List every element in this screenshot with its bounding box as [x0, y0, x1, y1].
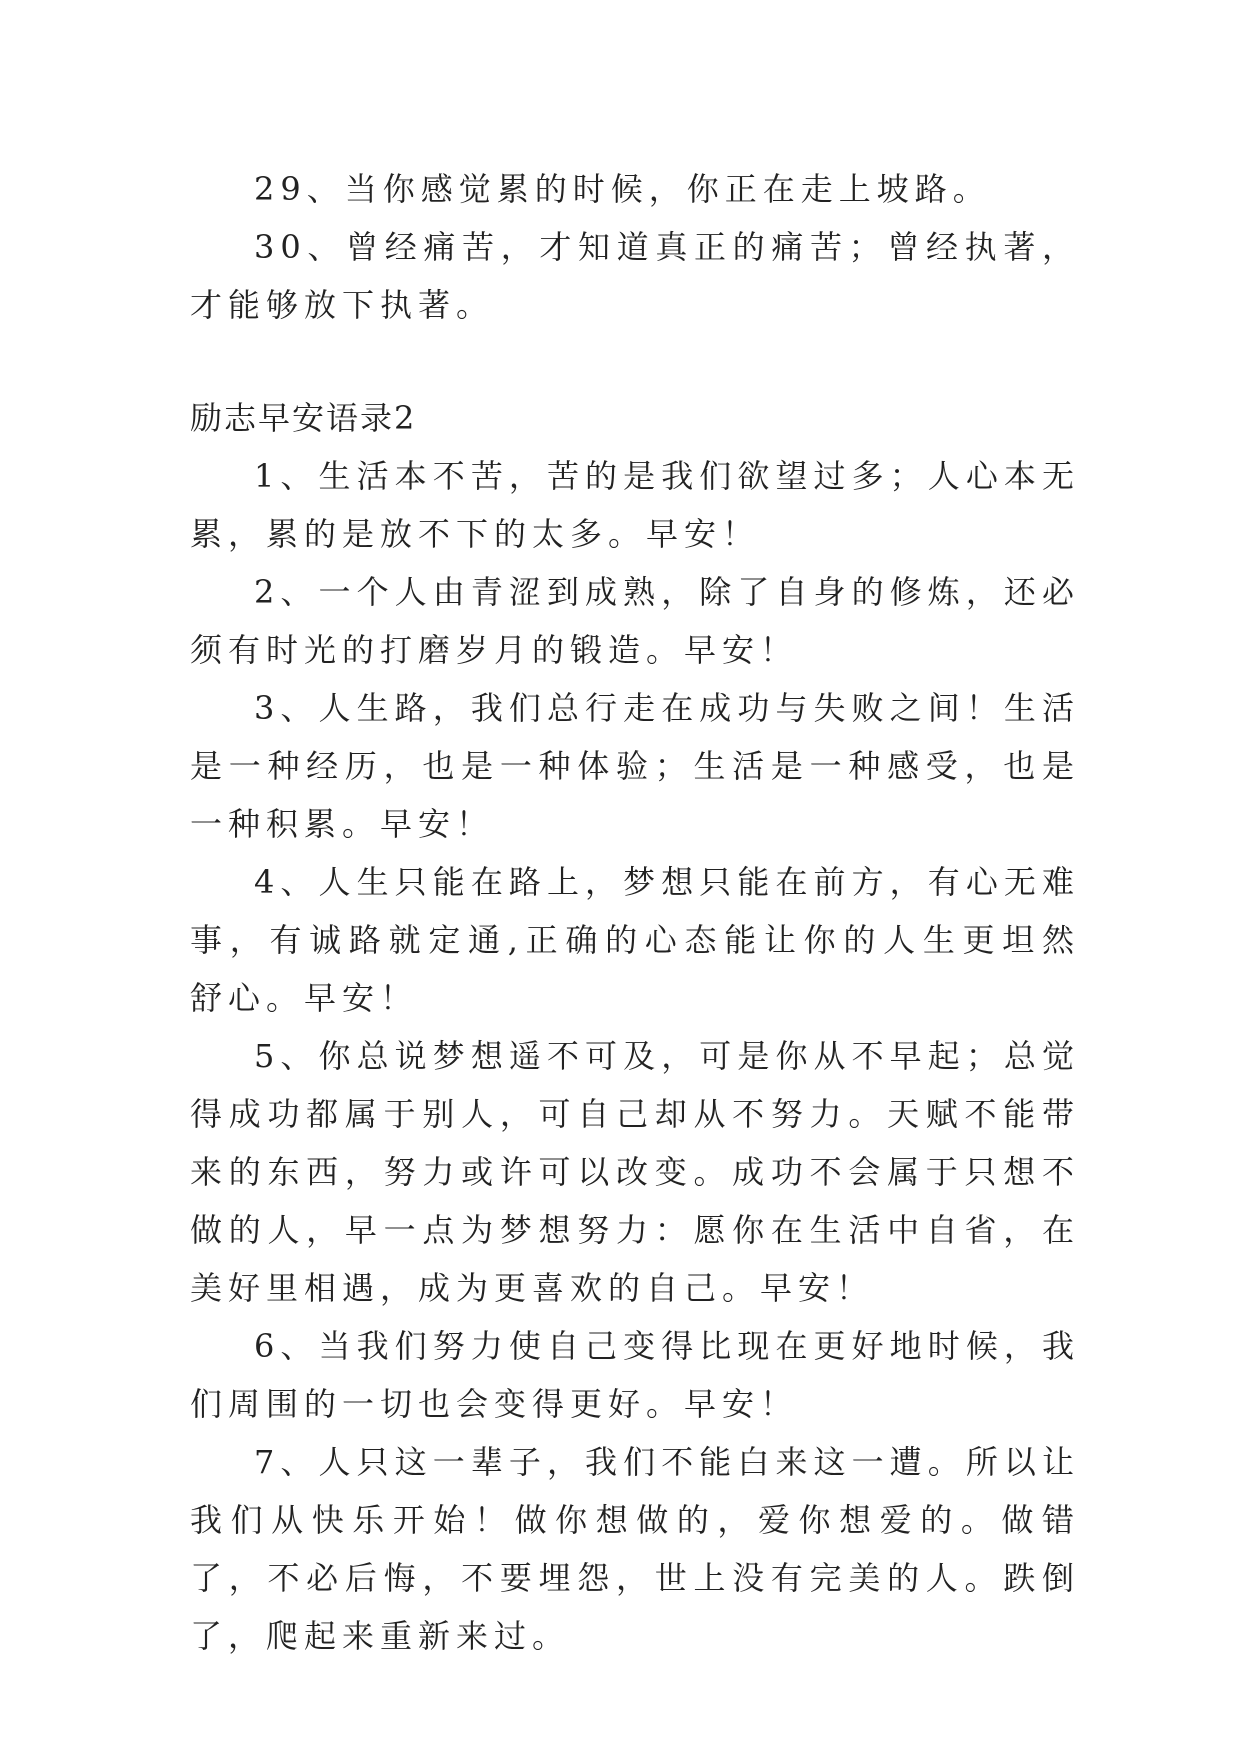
list-item: 3、人生路，我们总行走在成功与失败之间！生活是一种经历，也是一种体验；生活是一种感受，也是一种积累。早安！	[190, 689, 1080, 843]
list-item: 7、人只这一辈子，我们不能白来这一遭。所以让我们从快乐开始！做你想做的，爱你想爱的。做错了，不必后悔，不要埋怨，世上没有完美的人。跌倒了，爬起来重新来过。	[190, 1443, 1080, 1655]
section-title: 励志早安语录2	[190, 399, 417, 437]
document-body	[190, 160, 1080, 1665]
list-item: 6、当我们努力使自己变得比现在更好地时候，我们周围的一切也会变得更好。早安！	[190, 1327, 1080, 1423]
list-item: 30、曾经痛苦，才知道真正的痛苦；曾经执著，才能够放下执著。	[190, 228, 1080, 324]
list-item: 1、生活本不苦，苦的是我们欲望过多；人心本无累，累的是放不下的太多。早安！	[190, 457, 1080, 553]
list-item: 4、人生只能在路上，梦想只能在前方，有心无难事，有诚路就定通,正确的心态能让你的人生更坦然舒心。早安！	[190, 863, 1080, 1017]
list-item: 5、你总说梦想遥不可及，可是你从不早起；总觉得成功都属于别人，可自己却从不努力。天赋不能带来的东西，努力或许可以改变。成功不会属于只想不做的人，早一点为梦想努力：愿你在生活中自省，在美好里相遇，成为更喜欢的自己。早安！	[190, 1037, 1080, 1307]
list-item: 2、一个人由青涩到成熟，除了自身的修炼，还必须有时光的打磨岁月的锻造。早安！	[190, 573, 1080, 669]
list-item: 29、当你感觉累的时候，你正在走上坡路。	[254, 170, 991, 208]
